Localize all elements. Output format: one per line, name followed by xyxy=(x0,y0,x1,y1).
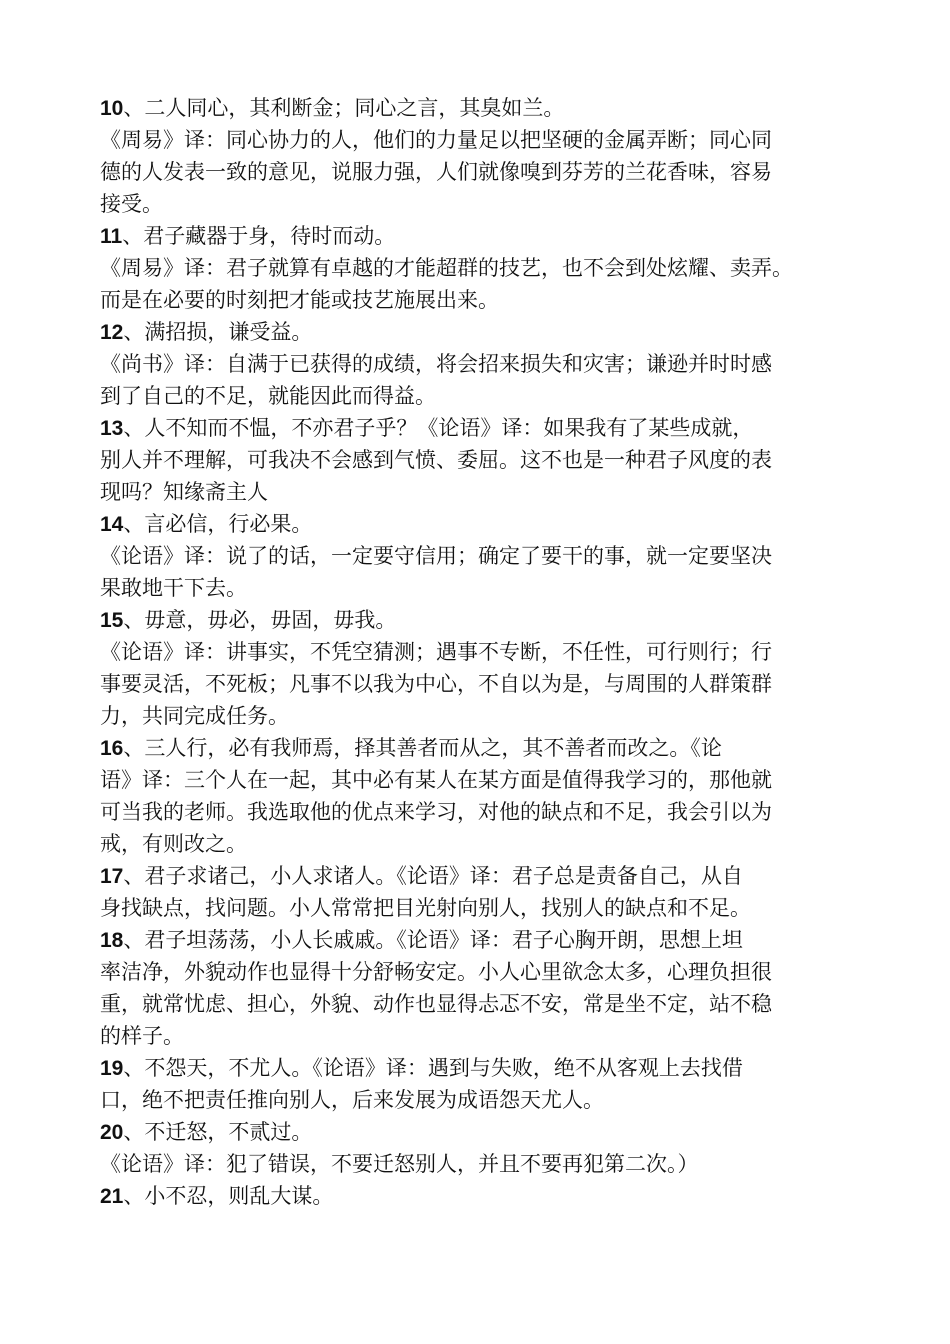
entry-number: 14 xyxy=(100,513,124,536)
text-line xyxy=(100,1116,890,1148)
entry-number: 19 xyxy=(100,1057,124,1080)
entry-number: 18 xyxy=(100,929,124,952)
text-line xyxy=(100,1052,890,1084)
line-text: 《论语》译：说了的话，一定要守信用；确定了要干的事，就一定要坚决 xyxy=(100,544,772,568)
text-line xyxy=(100,636,890,668)
text-line xyxy=(100,988,890,1020)
text-line xyxy=(100,1084,890,1116)
line-text: 、二人同心，其利断金；同心之言，其臭如兰。 xyxy=(123,96,565,120)
line-text: 、毋意，毋必，毋固，毋我。 xyxy=(123,608,397,632)
line-text: 、三人行，必有我师焉，择其善者而从之，其不善者而改之。《论 xyxy=(123,736,722,760)
line-text: 德的人发表一致的意见，说服力强，人们就像嗅到芬芳的兰花香味，容易 xyxy=(100,160,772,184)
line-text: 、不怨天，不尤人。《论语》译：遇到与失败，绝不从客观上去找借 xyxy=(123,1056,743,1080)
text-line xyxy=(100,764,890,796)
text-line xyxy=(100,1148,890,1180)
text-line xyxy=(100,508,890,540)
text-line xyxy=(100,316,890,348)
line-text: 接受。 xyxy=(100,192,163,216)
line-text: 、君子求诸己，小人求诸人。《论语》译：君子总是责备自己，从自 xyxy=(123,864,743,888)
line-text: 果敢地干下去。 xyxy=(100,576,247,600)
line-text: 力，共同完成任务。 xyxy=(100,704,289,728)
text-line xyxy=(100,380,890,412)
text-line xyxy=(100,892,890,924)
text-line xyxy=(100,476,890,508)
entry-number: 12 xyxy=(100,321,124,344)
text-line xyxy=(100,284,890,316)
line-text: 而是在必要的时刻把才能或技艺施展出来。 xyxy=(100,288,499,312)
text-line xyxy=(100,412,890,444)
entry-number: 13 xyxy=(100,417,124,440)
line-text: 、不迁怒，不贰过。 xyxy=(123,1120,313,1144)
text-line xyxy=(100,92,890,124)
entry-number: 17 xyxy=(100,865,124,888)
text-line xyxy=(100,668,890,700)
line-text: 口，绝不把责任推向别人，后来发展为成语怨天尤人。 xyxy=(100,1088,604,1112)
entry-number: 11 xyxy=(100,225,123,248)
line-text: 到了自己的不足，就能因此而得益。 xyxy=(100,384,436,408)
line-text: 戒，有则改之。 xyxy=(100,832,247,856)
line-text: 语》译：三个人在一起，其中必有某人在某方面是值得我学习的，那他就 xyxy=(100,768,772,792)
line-text: 《尚书》译：自满于已获得的成绩，将会招来损失和灾害；谦逊并时时感 xyxy=(100,352,772,376)
line-text: 身找缺点，找问题。小人常常把目光射向别人，找别人的缺点和不足。 xyxy=(100,896,751,920)
line-text: 现吗？知缘斋主人 xyxy=(100,480,268,504)
line-text: 重，就常忧虑、担心，外貌、动作也显得忐忑不安，常是坐不定，站不稳 xyxy=(100,992,772,1016)
text-line xyxy=(100,860,890,892)
line-text: 《周易》译：同心协力的人，他们的力量足以把坚硬的金属弄断；同心同 xyxy=(100,128,772,152)
text-line xyxy=(100,956,890,988)
text-line xyxy=(100,124,890,156)
entry-number: 16 xyxy=(100,737,124,760)
line-text: 率洁净，外貌动作也显得十分舒畅安定。小人心里欲念太多，心理负担很 xyxy=(100,960,772,984)
text-line xyxy=(100,572,890,604)
line-text: 、君子藏器于身，待时而动。 xyxy=(122,224,396,248)
text-line xyxy=(100,156,890,188)
line-text: 事要灵活，不死板；凡事不以我为中心，不自以为是，与周围的人群策群 xyxy=(100,672,772,696)
text-line xyxy=(100,604,890,636)
line-text: 、君子坦荡荡，小人长戚戚。《论语》译：君子心胸开朗，思想上坦 xyxy=(123,928,743,952)
line-text: 《周易》译：君子就算有卓越的才能超群的技艺，也不会到处炫耀、卖弄。 xyxy=(100,256,793,280)
line-text: 、言必信，行必果。 xyxy=(123,512,313,536)
entry-number: 20 xyxy=(100,1121,124,1144)
line-text: 可当我的老师。我选取他的优点来学习，对他的缺点和不足，我会引以为 xyxy=(100,800,772,824)
text-line xyxy=(100,1020,890,1052)
text-line xyxy=(100,732,890,764)
text-line xyxy=(100,348,890,380)
line-text: 、人不知而不愠，不亦君子乎？《论语》译：如果我有了某些成就， xyxy=(123,416,754,440)
text-line xyxy=(100,220,890,252)
text-line xyxy=(100,540,890,572)
line-text: 、小不忍，则乱大谋。 xyxy=(123,1184,334,1208)
line-text: 别人并不理解，可我决不会感到气愤、委屈。这不也是一种君子风度的表 xyxy=(100,448,772,472)
line-text: 的样子。 xyxy=(100,1024,184,1048)
line-text: 、满招损，谦受益。 xyxy=(123,320,313,344)
text-line xyxy=(100,828,890,860)
text-line xyxy=(100,252,890,284)
text-line xyxy=(100,444,890,476)
text-line xyxy=(100,796,890,828)
entry-number: 21 xyxy=(100,1185,124,1208)
text-line xyxy=(100,188,890,220)
line-text: 《论语》译：犯了错误，不要迁怒别人，并且不要再犯第二次。） xyxy=(100,1152,699,1176)
text-body xyxy=(100,92,890,1212)
line-text: 《论语》译：讲事实，不凭空猜测；遇事不专断，不任性，可行则行；行 xyxy=(100,640,772,664)
entry-number: 10 xyxy=(100,97,124,120)
text-line xyxy=(100,700,890,732)
entry-number: 15 xyxy=(100,609,124,632)
text-line xyxy=(100,924,890,956)
text-line xyxy=(100,1180,890,1212)
